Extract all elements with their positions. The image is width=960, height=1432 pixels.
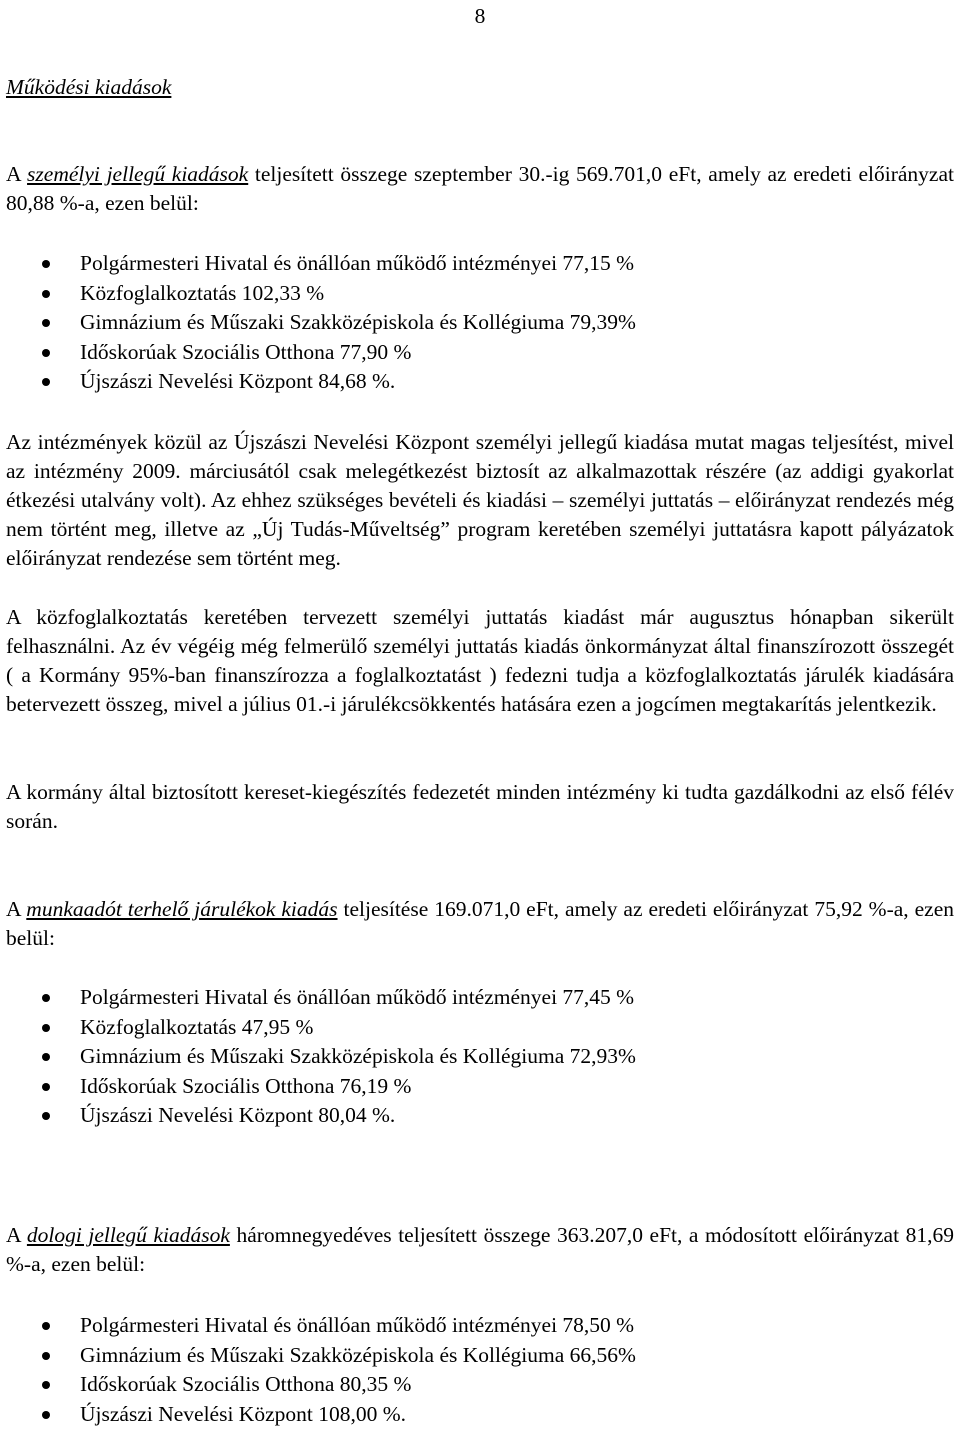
page-number: 8 bbox=[474, 4, 486, 28]
list-item: Újszászi Nevelési Központ 108,00 %. bbox=[0, 1400, 636, 1430]
list-item: Időskorúak Szociális Otthona 80,35 % bbox=[0, 1370, 636, 1400]
material-intro: A dologi jellegű kiadások háromnegyedéves teljesített összege 363.207,0 eFt, a módosított előirányzat 81,69 %-a, ezen belül: bbox=[6, 1223, 954, 1276]
list-item: Közfoglalkoztatás 102,33 % bbox=[0, 279, 636, 309]
personal-intro-term: személyi jellegű kiadások bbox=[27, 162, 249, 186]
bullet-icon bbox=[42, 378, 50, 386]
bullet-icon bbox=[42, 1112, 50, 1120]
list-item: Újszászi Nevelési Központ 84,68 %. bbox=[0, 367, 636, 397]
bullet-icon bbox=[42, 994, 50, 1002]
bullet-icon bbox=[42, 260, 50, 268]
list-item: Polgármesteri Hivatal és önállóan működő intézményei 78,50 % bbox=[0, 1311, 636, 1341]
bullet-icon bbox=[42, 1083, 50, 1091]
material-list bbox=[0, 1311, 636, 1429]
bullet-icon bbox=[42, 349, 50, 357]
employer-list bbox=[0, 983, 636, 1131]
bullet-icon bbox=[42, 1053, 50, 1061]
employer-intro-term: munkaadót terhelő járulékok kiadás bbox=[26, 897, 338, 921]
personal-paragraph-3: A kormány által biztosított kereset-kiegészítés fedezetét minden intézmény ki tudta gazdálkodni az első félév során. bbox=[6, 780, 954, 833]
employer-intro: A munkaadót terhelő járulékok kiadás teljesítése 169.071,0 eFt, amely az eredeti előirányzat 75,92 %-a, ezen belül: bbox=[6, 897, 954, 950]
bullet-icon bbox=[42, 1381, 50, 1389]
personal-intro: A személyi jellegű kiadások teljesített összege szeptember 30.-ig 569.701,0 eFt, amely az eredeti előirányzat 80,88 %-a, ezen belül: bbox=[6, 162, 954, 215]
list-item: Időskorúak Szociális Otthona 76,19 % bbox=[0, 1072, 636, 1102]
personal-list bbox=[0, 249, 636, 397]
bullet-icon bbox=[42, 1322, 50, 1330]
personal-paragraph-2: A közfoglalkoztatás keretében tervezett személyi juttatás kiadást már augusztus hónapban sikerült felhasználni. Az év végéig még felmerülő személyi juttatás kiadás önkormányzat által finanszírozott összegét ( a Kormány 95%-ban finanszírozza a foglalkoztatást ) fedezni tudja a közfoglalkoztatás járulék kiadására betervezett összeg, mivel a július 01.-i járulékcsökkentés hatására ezen a jogcímen megtakarítás jelentkezik. bbox=[6, 605, 954, 716]
personal-paragraph-1: Az intézmények közül az Újszászi Nevelési Központ személyi jellegű kiadása mutat magas teljesítést, mivel az intézmény 2009. márciusától csak melegétkezést biztosít az alkalmazottak részére (az addigi gyakorlat étkezési utalvány volt). Az ehhez szükséges bevételi és kiadási – személyi juttatás – előirányzat rendezés még nem történt meg, illetve az „Új Tudás-Műveltség” program keretében személyi juttatásra kapott pályázatok előirányzat rendezése sem történt meg. bbox=[6, 430, 954, 570]
list-item: Közfoglalkoztatás 47,95 % bbox=[0, 1013, 636, 1043]
bullet-icon bbox=[42, 290, 50, 298]
bullet-icon bbox=[42, 1411, 50, 1419]
bullet-icon bbox=[42, 1024, 50, 1032]
list-item: Gimnázium és Műszaki Szakközépiskola és Kollégiuma 66,56% bbox=[0, 1341, 636, 1371]
section-heading: Működési kiadások bbox=[6, 75, 172, 99]
material-intro-term: dologi jellegű kiadások bbox=[26, 1223, 230, 1247]
list-item: Újszászi Nevelési Központ 80,04 %. bbox=[0, 1101, 636, 1131]
list-item: Polgármesteri Hivatal és önállóan működő intézményei 77,15 % bbox=[0, 249, 636, 279]
bullet-icon bbox=[42, 1352, 50, 1360]
bullet-icon bbox=[42, 319, 50, 327]
list-item: Gimnázium és Műszaki Szakközépiskola és Kollégiuma 79,39% bbox=[0, 308, 636, 338]
list-item: Gimnázium és Műszaki Szakközépiskola és Kollégiuma 72,93% bbox=[0, 1042, 636, 1072]
list-item: Polgármesteri Hivatal és önállóan működő intézményei 77,45 % bbox=[0, 983, 636, 1013]
list-item: Időskorúak Szociális Otthona 77,90 % bbox=[0, 338, 636, 368]
